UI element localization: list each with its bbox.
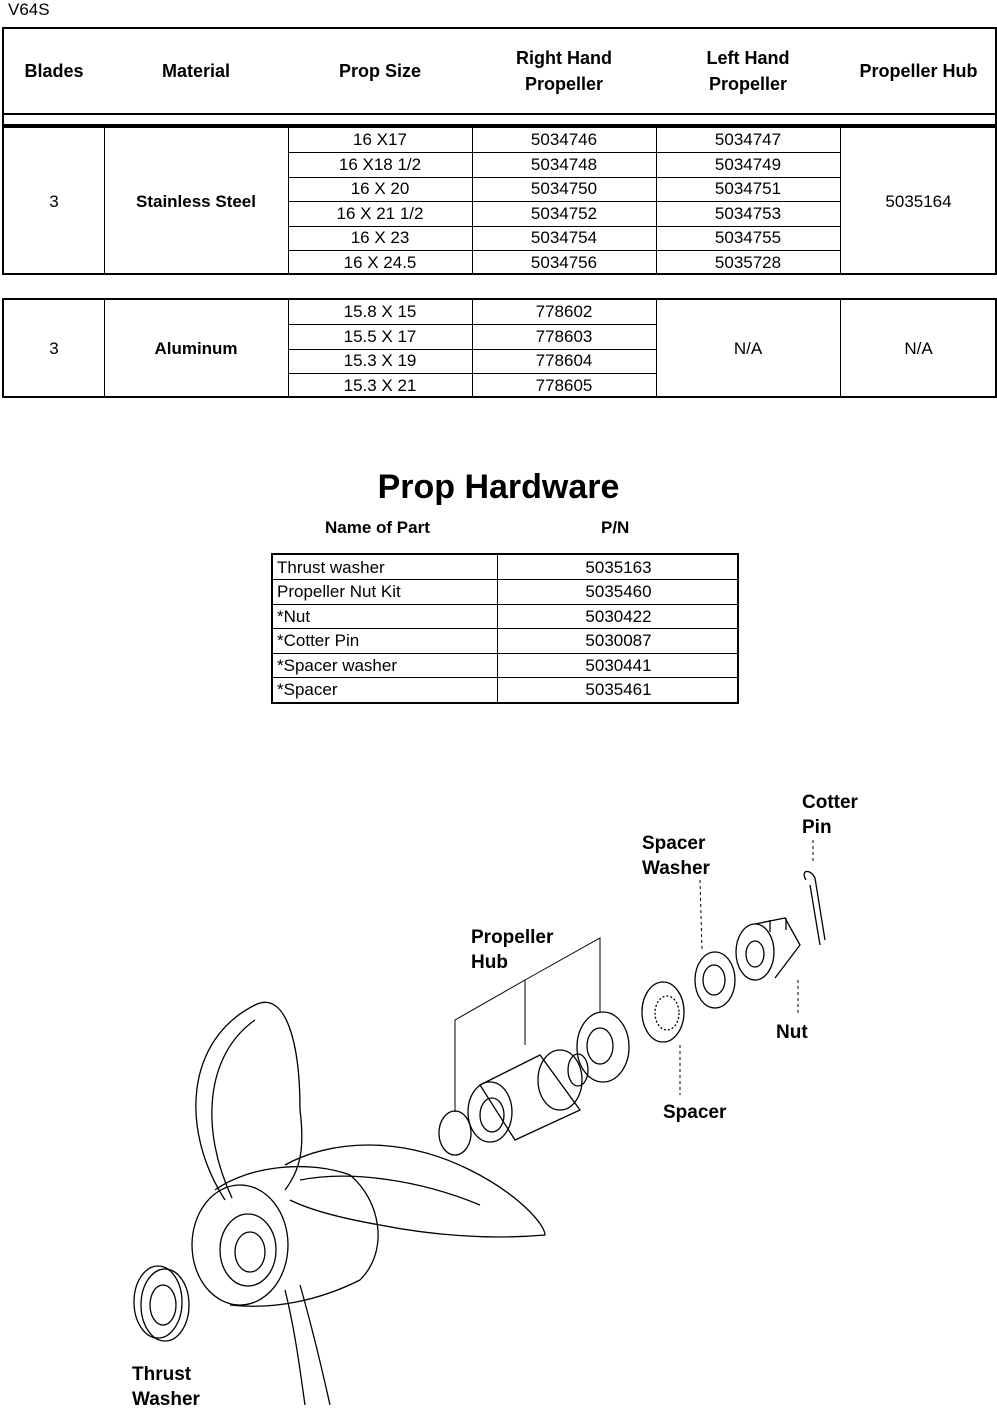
prop-size: 15.8 X 15 xyxy=(343,302,417,321)
prop-size: 15.5 X 17 xyxy=(343,327,417,346)
thrust-washer-icon xyxy=(134,1266,189,1341)
part-number: 5035163 xyxy=(585,558,652,577)
rh-part: 778602 xyxy=(535,302,593,321)
prop-size: 15.3 X 19 xyxy=(343,351,417,370)
lh-part: 5034751 xyxy=(714,179,782,198)
prop-size: 16 X 23 xyxy=(350,228,410,247)
spacer-washer-icon xyxy=(695,952,735,1008)
rh-part: 778604 xyxy=(535,351,593,370)
part-name: *Nut xyxy=(277,607,311,626)
hardware-col-name: Name of Part xyxy=(325,518,430,537)
spacer-icon xyxy=(642,982,684,1042)
part-number: 5030087 xyxy=(585,631,652,650)
propeller-icon xyxy=(192,1002,545,1405)
part-number: 5035461 xyxy=(585,680,652,699)
label-thrust-washer: Thrust Washer xyxy=(132,1364,200,1410)
rh-part: 5034746 xyxy=(530,130,598,149)
part-number: 5030422 xyxy=(585,607,652,626)
rh-part: 5034750 xyxy=(530,179,598,198)
propeller-hub-icon xyxy=(439,1012,629,1155)
aluminum-hub: N/A xyxy=(904,339,933,358)
model-code: V64S xyxy=(8,0,50,19)
stainless-material: Stainless Steel xyxy=(135,191,256,211)
rh-part: 778603 xyxy=(535,327,593,346)
part-name: Thrust washer xyxy=(277,558,385,577)
rh-part: 5034756 xyxy=(530,253,598,272)
header-right-hand: Right Hand Propeller xyxy=(516,48,612,94)
nut-icon xyxy=(736,918,800,980)
label-nut: Nut xyxy=(776,1022,808,1043)
cotter-pin-icon xyxy=(804,871,825,945)
part-number: 5035460 xyxy=(585,582,652,601)
prop-size: 16 X 24.5 xyxy=(343,253,417,272)
rh-part: 5034752 xyxy=(530,204,598,223)
label-spacer-washer: Spacer Washer xyxy=(642,833,710,879)
lh-part: 5034749 xyxy=(714,155,782,174)
prop-size: 15.3 X 21 xyxy=(343,376,417,395)
part-number: 5030441 xyxy=(585,656,652,675)
prop-size: 16 X18 1/2 xyxy=(338,155,422,174)
lh-part: 5034755 xyxy=(714,228,782,247)
hardware-title: Prop Hardware xyxy=(377,468,620,506)
prop-size: 16 X17 xyxy=(353,130,407,149)
lh-part: 5034747 xyxy=(714,130,782,149)
aluminum-lh: N/A xyxy=(733,339,763,358)
aluminum-material: Aluminum xyxy=(154,339,238,358)
part-name: *Spacer washer xyxy=(277,656,398,675)
label-cotter-pin: Cotter Pin xyxy=(802,792,858,838)
lh-part: 5035728 xyxy=(714,253,782,272)
header-blades: Blades xyxy=(24,61,84,81)
part-name: *Cotter Pin xyxy=(277,631,360,650)
prop-size: 16 X 20 xyxy=(350,179,410,198)
header-left-hand: Left Hand Propeller xyxy=(706,48,790,94)
label-spacer: Spacer xyxy=(663,1102,727,1123)
stainless-hub: 5035164 xyxy=(885,191,952,211)
hardware-col-pn: P/N xyxy=(601,518,630,537)
aluminum-blades: 3 xyxy=(49,339,59,358)
header-prop-size: Prop Size xyxy=(338,61,422,81)
rh-part: 5034754 xyxy=(530,228,598,247)
rh-part: 778605 xyxy=(535,376,593,395)
stainless-blades: 3 xyxy=(49,191,59,211)
lh-part: 5034753 xyxy=(714,204,782,223)
prop-size: 16 X 21 1/2 xyxy=(336,204,424,223)
header-material: Material xyxy=(161,61,231,81)
part-name: *Spacer xyxy=(277,680,338,699)
label-propeller-hub: Propeller Hub xyxy=(471,927,554,973)
rh-part: 5034748 xyxy=(530,155,598,174)
header-propeller-hub: Propeller Hub xyxy=(859,61,978,81)
part-name: Propeller Nut Kit xyxy=(277,582,401,601)
